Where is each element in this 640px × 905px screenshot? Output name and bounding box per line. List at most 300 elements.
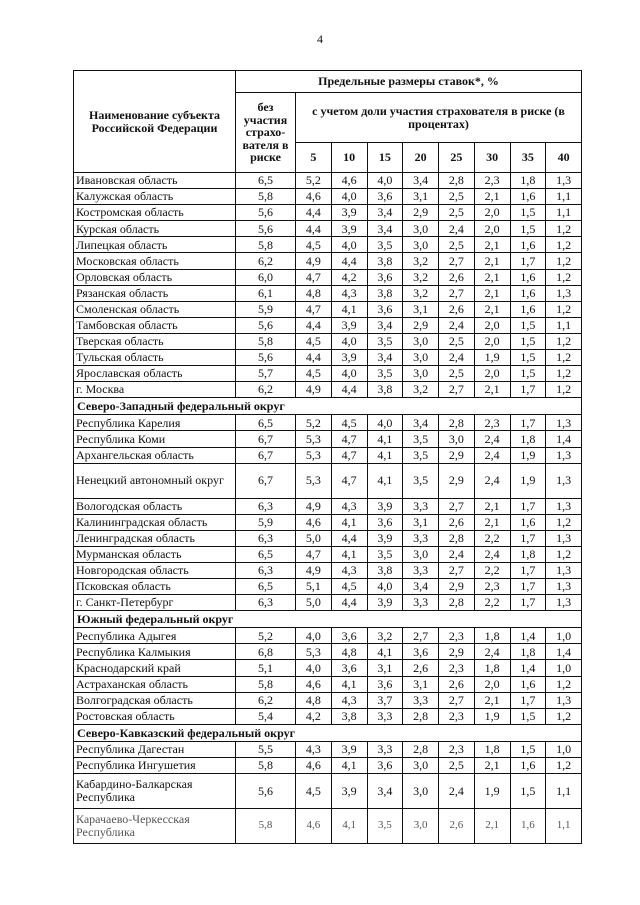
- rate-cell: 2,3: [439, 660, 475, 676]
- rate-cell: 4,4: [331, 382, 367, 398]
- region-name: Ярославская область: [74, 366, 236, 382]
- rate-cell: 4,0: [367, 579, 403, 595]
- rate-cell: 1,3: [546, 692, 582, 708]
- base-rate-cell: 6,5: [236, 173, 296, 189]
- share-column-header: 5: [296, 143, 332, 173]
- rate-cell: 3,9: [367, 595, 403, 611]
- rate-cell: 3,0: [403, 774, 439, 809]
- rate-cell: 2,8: [439, 415, 475, 431]
- base-rate-cell: 6,5: [236, 546, 296, 562]
- rate-cell: 3,6: [367, 757, 403, 773]
- base-rate-cell: 5,2: [236, 628, 296, 644]
- rate-cell: 1,5: [510, 205, 546, 221]
- rate-cell: 2,7: [439, 253, 475, 269]
- region-name: Кабардино-Балкарская Республика: [74, 774, 236, 809]
- rate-cell: 1,2: [546, 301, 582, 317]
- rate-cell: 3,7: [367, 692, 403, 708]
- subject-column-header: Наименование субъекта Российской Федерации: [74, 71, 236, 173]
- table-row: [74, 301, 582, 317]
- rate-cell: 2,3: [474, 579, 510, 595]
- base-rate-cell: 6,7: [236, 431, 296, 447]
- rate-cell: 1,1: [546, 774, 582, 809]
- rate-cell: 3,1: [403, 189, 439, 205]
- rate-cell: 1,7: [510, 692, 546, 708]
- rate-cell: 4,6: [296, 189, 332, 205]
- rate-cell: 3,3: [403, 498, 439, 514]
- rate-cell: 1,6: [510, 269, 546, 285]
- base-rate-cell: 5,6: [236, 317, 296, 333]
- region-name: Калининградская область: [74, 514, 236, 530]
- rate-cell: 1,0: [546, 660, 582, 676]
- base-rate-cell: 5,4: [236, 708, 296, 724]
- rate-cell: 3,1: [403, 514, 439, 530]
- rate-cell: 2,2: [474, 530, 510, 546]
- base-rate-cell: 6,3: [236, 562, 296, 578]
- rate-cell: 3,6: [367, 301, 403, 317]
- table-row: [74, 530, 582, 546]
- base-rate-cell: 6,2: [236, 382, 296, 398]
- rate-cell: 3,6: [367, 514, 403, 530]
- table-row: [74, 546, 582, 562]
- rate-cell: 2,1: [474, 757, 510, 773]
- rate-cell: 1,9: [474, 708, 510, 724]
- base-rate-cell: 5,5: [236, 741, 296, 757]
- table-row: [74, 595, 582, 611]
- rate-cell: 1,1: [546, 809, 582, 844]
- base-rate-cell: 5,6: [236, 774, 296, 809]
- rate-cell: 3,3: [367, 708, 403, 724]
- base-rate-cell: 5,7: [236, 366, 296, 382]
- rate-cell: 3,2: [367, 628, 403, 644]
- rate-cell: 2,1: [474, 498, 510, 514]
- rate-cell: 2,7: [439, 692, 475, 708]
- rate-cell: 1,4: [510, 628, 546, 644]
- table-row: [74, 333, 582, 349]
- rate-cell: 2,7: [439, 498, 475, 514]
- rate-cell: 4,9: [296, 562, 332, 578]
- rate-cell: 4,1: [367, 431, 403, 447]
- district-row: [74, 724, 582, 741]
- rate-cell: 4,3: [331, 692, 367, 708]
- table-row: [74, 221, 582, 237]
- rate-cell: 3,0: [403, 350, 439, 366]
- base-rate-cell: 6,7: [236, 463, 296, 498]
- rate-cell: 4,7: [331, 447, 367, 463]
- rate-cell: 1,5: [510, 221, 546, 237]
- rate-cell: 4,5: [331, 579, 367, 595]
- district-name: Северо-Западный федеральный округ: [74, 398, 582, 415]
- rate-cell: 1,4: [546, 431, 582, 447]
- rate-cell: 5,2: [296, 173, 332, 189]
- region-name: Рязанская область: [74, 285, 236, 301]
- base-rate-cell: 5,6: [236, 221, 296, 237]
- rate-cell: 1,5: [510, 350, 546, 366]
- rate-cell: 1,3: [546, 562, 582, 578]
- rates-title-header: Предельные размеры ставок*, %: [236, 71, 582, 93]
- rate-cell: 3,5: [403, 431, 439, 447]
- rate-cell: 2,8: [439, 173, 475, 189]
- share-column-header: 30: [474, 143, 510, 173]
- rate-cell: 1,6: [510, 301, 546, 317]
- rate-cell: 2,4: [439, 350, 475, 366]
- rate-cell: 3,9: [367, 530, 403, 546]
- rate-cell: 2,3: [474, 173, 510, 189]
- region-name: Тверская область: [74, 333, 236, 349]
- rate-cell: 1,5: [510, 366, 546, 382]
- base-rate-cell: 6,5: [236, 415, 296, 431]
- rate-cell: 4,4: [296, 205, 332, 221]
- rate-cell: 1,2: [546, 366, 582, 382]
- rate-cell: 2,1: [474, 382, 510, 398]
- rate-cell: 3,4: [367, 317, 403, 333]
- rate-cell: 3,3: [403, 595, 439, 611]
- rate-cell: 3,9: [331, 774, 367, 809]
- rate-cell: 4,9: [296, 382, 332, 398]
- rate-cell: 4,1: [331, 809, 367, 844]
- table-row: [74, 628, 582, 644]
- region-name: Курская область: [74, 221, 236, 237]
- rate-cell: 2,7: [439, 285, 475, 301]
- base-rate-cell: 5,8: [236, 757, 296, 773]
- region-name: Вологодская область: [74, 498, 236, 514]
- table-row: [74, 205, 582, 221]
- rate-cell: 1,1: [546, 317, 582, 333]
- region-name: Астраханская область: [74, 676, 236, 692]
- rate-cell: 1,5: [510, 708, 546, 724]
- rate-cell: 2,6: [439, 301, 475, 317]
- rate-cell: 4,4: [296, 221, 332, 237]
- rate-cell: 3,8: [331, 708, 367, 724]
- district-row: [74, 611, 582, 628]
- rate-cell: 1,6: [510, 285, 546, 301]
- rate-cell: 2,1: [474, 189, 510, 205]
- rate-cell: 2,2: [474, 562, 510, 578]
- share-column-header: 35: [510, 143, 546, 173]
- table-row: [74, 463, 582, 498]
- rate-cell: 3,3: [403, 530, 439, 546]
- rate-cell: 3,6: [367, 189, 403, 205]
- rate-cell: 1,1: [546, 205, 582, 221]
- base-rate-cell: 6,2: [236, 253, 296, 269]
- region-name: Липецкая область: [74, 237, 236, 253]
- table-row: [74, 285, 582, 301]
- rate-cell: 3,0: [403, 237, 439, 253]
- rate-cell: 2,1: [474, 237, 510, 253]
- rate-cell: 4,1: [331, 514, 367, 530]
- rate-cell: 2,6: [439, 514, 475, 530]
- rate-cell: 2,1: [474, 285, 510, 301]
- rate-cell: 3,3: [403, 692, 439, 708]
- rate-cell: 2,8: [403, 741, 439, 757]
- base-rate-cell: 5,1: [236, 660, 296, 676]
- rate-cell: 2,9: [403, 205, 439, 221]
- rate-cell: 4,1: [367, 644, 403, 660]
- rate-cell: 1,1: [546, 189, 582, 205]
- rate-cell: 5,3: [296, 463, 332, 498]
- base-rate-cell: 6,5: [236, 579, 296, 595]
- rate-cell: 1,3: [546, 173, 582, 189]
- rate-cell: 4,9: [296, 253, 332, 269]
- rate-cell: 3,9: [331, 221, 367, 237]
- region-name: Ненецкий автономный округ: [74, 463, 236, 498]
- rate-cell: 2,0: [474, 317, 510, 333]
- rate-cell: 1,8: [510, 644, 546, 660]
- rate-cell: 4,5: [296, 774, 332, 809]
- table-row: [74, 660, 582, 676]
- table-row: [74, 189, 582, 205]
- rate-cell: 4,3: [296, 741, 332, 757]
- rate-cell: 1,7: [510, 498, 546, 514]
- rate-cell: 2,8: [439, 530, 475, 546]
- rate-cell: 3,5: [403, 447, 439, 463]
- rate-cell: 3,8: [367, 285, 403, 301]
- rate-cell: 2,5: [439, 333, 475, 349]
- region-name: Карачаево-Черкесская Республика: [74, 809, 236, 844]
- rate-cell: 1,6: [510, 676, 546, 692]
- rate-cell: 2,1: [474, 301, 510, 317]
- rate-cell: 4,1: [331, 757, 367, 773]
- rate-cell: 3,0: [403, 757, 439, 773]
- rate-cell: 3,2: [403, 382, 439, 398]
- rate-cell: 3,5: [367, 809, 403, 844]
- table-row: [74, 644, 582, 660]
- base-rate-cell: 6,3: [236, 530, 296, 546]
- rate-cell: 2,0: [474, 676, 510, 692]
- region-name: Калужская область: [74, 189, 236, 205]
- base-rate-cell: 5,9: [236, 301, 296, 317]
- rate-cell: 2,5: [439, 366, 475, 382]
- base-rate-cell: 5,6: [236, 205, 296, 221]
- rate-cell: 3,9: [367, 498, 403, 514]
- rate-cell: 3,8: [367, 253, 403, 269]
- rate-cell: 1,5: [510, 333, 546, 349]
- table-row: [74, 447, 582, 463]
- rate-cell: 4,8: [296, 285, 332, 301]
- page-number: 4: [317, 32, 323, 46]
- rate-cell: 1,8: [474, 741, 510, 757]
- rate-cell: 1,2: [546, 757, 582, 773]
- region-name: Республика Адыгея: [74, 628, 236, 644]
- rate-cell: 4,1: [367, 463, 403, 498]
- rate-cell: 3,2: [403, 269, 439, 285]
- base-rate-cell: 6,0: [236, 269, 296, 285]
- share-column-header: 40: [546, 143, 582, 173]
- rate-cell: 3,2: [403, 253, 439, 269]
- rate-cell: 3,2: [403, 285, 439, 301]
- region-name: Ростовская область: [74, 708, 236, 724]
- rate-cell: 2,1: [474, 514, 510, 530]
- rate-cell: 2,3: [474, 415, 510, 431]
- base-rate-cell: 5,9: [236, 514, 296, 530]
- table-row: [74, 382, 582, 398]
- rate-cell: 3,8: [367, 562, 403, 578]
- region-name: г. Москва: [74, 382, 236, 398]
- rate-cell: 2,7: [439, 382, 475, 398]
- table-row: [74, 579, 582, 595]
- table-row: [74, 514, 582, 530]
- share-column-header: 15: [367, 143, 403, 173]
- rate-cell: 3,4: [367, 205, 403, 221]
- region-name: Ивановская область: [74, 173, 236, 189]
- rate-cell: 1,8: [510, 546, 546, 562]
- rate-cell: 4,3: [331, 498, 367, 514]
- table-row: [74, 757, 582, 773]
- rate-cell: 4,1: [331, 546, 367, 562]
- table-row: [74, 253, 582, 269]
- rate-cell: 1,7: [510, 562, 546, 578]
- rate-cell: 4,6: [296, 757, 332, 773]
- rate-cell: 4,9: [296, 498, 332, 514]
- rate-cell: 3,4: [403, 579, 439, 595]
- region-name: Смоленская область: [74, 301, 236, 317]
- rate-cell: 2,9: [439, 447, 475, 463]
- base-rate-cell: 5,8: [236, 676, 296, 692]
- rate-cell: 4,4: [296, 317, 332, 333]
- rate-cell: 1,2: [546, 708, 582, 724]
- rate-cell: 3,1: [367, 660, 403, 676]
- rate-cell: 2,4: [439, 221, 475, 237]
- base-rate-cell: 6,7: [236, 447, 296, 463]
- rate-cell: 2,4: [474, 644, 510, 660]
- rate-cell: 1,2: [546, 676, 582, 692]
- region-name: Архангельская область: [74, 447, 236, 463]
- rate-cell: 3,9: [331, 741, 367, 757]
- rate-cell: 2,9: [403, 317, 439, 333]
- table-row: [74, 741, 582, 757]
- rate-cell: 1,3: [546, 447, 582, 463]
- rate-cell: 3,4: [367, 774, 403, 809]
- rate-cell: 3,0: [403, 366, 439, 382]
- base-rate-cell: 5,8: [236, 237, 296, 253]
- rate-cell: 1,2: [546, 546, 582, 562]
- base-rate-cell: 6,3: [236, 595, 296, 611]
- rate-cell: 2,9: [439, 579, 475, 595]
- rate-cell: 2,5: [439, 205, 475, 221]
- rate-cell: 1,6: [510, 189, 546, 205]
- region-name: Мурманская область: [74, 546, 236, 562]
- rate-cell: 1,2: [546, 514, 582, 530]
- rate-cell: 1,2: [546, 382, 582, 398]
- region-name: Волгоградская область: [74, 692, 236, 708]
- table-row: [74, 269, 582, 285]
- rate-cell: 2,3: [439, 741, 475, 757]
- region-name: Тамбовская область: [74, 317, 236, 333]
- rate-cell: 3,8: [367, 382, 403, 398]
- rate-cell: 4,4: [331, 595, 367, 611]
- table-row: [74, 809, 582, 844]
- rate-cell: 4,0: [367, 173, 403, 189]
- rate-cell: 4,3: [331, 285, 367, 301]
- rate-cell: 1,5: [510, 741, 546, 757]
- base-rate-cell: 5,6: [236, 350, 296, 366]
- rate-cell: 1,6: [510, 237, 546, 253]
- rate-cell: 4,2: [331, 269, 367, 285]
- region-name: Республика Калмыкия: [74, 644, 236, 660]
- rate-cell: 1,4: [510, 660, 546, 676]
- rate-cell: 3,0: [403, 546, 439, 562]
- rate-cell: 2,4: [439, 317, 475, 333]
- rate-cell: 3,9: [331, 350, 367, 366]
- rate-cell: 3,0: [403, 221, 439, 237]
- table-row: [74, 774, 582, 809]
- rate-cell: 2,5: [439, 237, 475, 253]
- table-row: [74, 562, 582, 578]
- rate-cell: 4,7: [296, 269, 332, 285]
- rate-cell: 1,9: [510, 447, 546, 463]
- rate-cell: 4,4: [296, 350, 332, 366]
- rate-cell: 1,9: [510, 463, 546, 498]
- rate-cell: 1,9: [474, 350, 510, 366]
- rate-cell: 2,4: [474, 447, 510, 463]
- rate-cell: 4,6: [296, 514, 332, 530]
- region-name: Республика Ингушетия: [74, 757, 236, 773]
- rate-cell: 2,6: [403, 660, 439, 676]
- table-row: [74, 173, 582, 189]
- rate-cell: 2,0: [474, 221, 510, 237]
- share-column-header: 10: [331, 143, 367, 173]
- rate-cell: 2,2: [474, 595, 510, 611]
- base-rate-column-header: без участия страхо-вателя в риске: [236, 93, 296, 173]
- rate-cell: 2,4: [474, 463, 510, 498]
- table-row: [74, 692, 582, 708]
- rate-cell: 1,7: [510, 253, 546, 269]
- table-row: [74, 317, 582, 333]
- rate-cell: 2,1: [474, 269, 510, 285]
- rate-cell: 4,0: [331, 333, 367, 349]
- rate-cell: 1,7: [510, 595, 546, 611]
- region-name: Республика Карелия: [74, 415, 236, 431]
- rate-cell: 1,2: [546, 350, 582, 366]
- rate-cell: 1,7: [510, 382, 546, 398]
- rate-cell: 4,6: [296, 676, 332, 692]
- region-name: Костромская область: [74, 205, 236, 221]
- rate-cell: 5,3: [296, 644, 332, 660]
- rate-cell: 3,5: [367, 237, 403, 253]
- region-name: Республика Дагестан: [74, 741, 236, 757]
- rate-cell: 1,0: [546, 628, 582, 644]
- rate-cell: 2,7: [439, 562, 475, 578]
- rate-cell: 4,5: [296, 333, 332, 349]
- rate-cell: 1,3: [546, 498, 582, 514]
- rate-cell: 3,9: [331, 317, 367, 333]
- rate-cell: 3,5: [403, 463, 439, 498]
- rate-cell: 1,2: [546, 253, 582, 269]
- rate-cell: 5,2: [296, 415, 332, 431]
- rate-cell: 4,6: [331, 173, 367, 189]
- rate-cell: 4,0: [331, 189, 367, 205]
- rate-cell: 4,0: [296, 628, 332, 644]
- rate-cell: 4,0: [331, 366, 367, 382]
- rate-cell: 3,6: [403, 644, 439, 660]
- rate-cell: 4,8: [331, 644, 367, 660]
- rate-cell: 2,4: [439, 774, 475, 809]
- rate-cell: 1,6: [510, 514, 546, 530]
- table-row: [74, 237, 582, 253]
- rate-cell: 1,8: [474, 628, 510, 644]
- rate-cell: 1,6: [510, 809, 546, 844]
- rate-cell: 2,5: [439, 189, 475, 205]
- table-row: [74, 366, 582, 382]
- region-name: Московская область: [74, 253, 236, 269]
- base-rate-cell: 5,8: [236, 189, 296, 205]
- table-row: [74, 708, 582, 724]
- rate-cell: 1,6: [510, 757, 546, 773]
- rate-cell: 4,7: [296, 546, 332, 562]
- rate-cell: 2,3: [439, 708, 475, 724]
- base-rate-cell: 6,2: [236, 692, 296, 708]
- rate-cell: 3,5: [367, 546, 403, 562]
- region-name: Тульская область: [74, 350, 236, 366]
